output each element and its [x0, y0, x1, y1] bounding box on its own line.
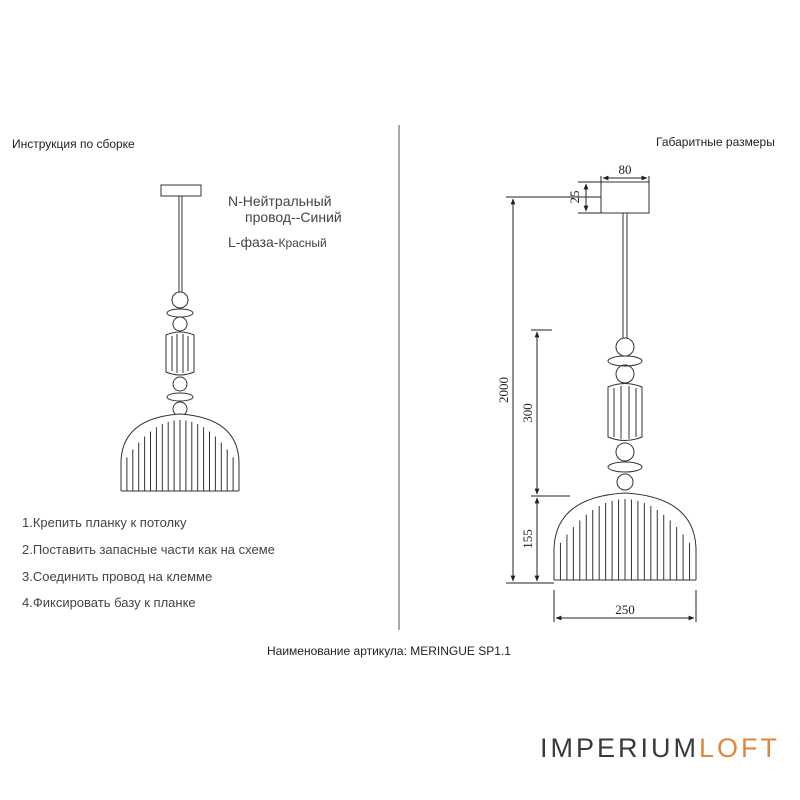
canopy-left	[161, 185, 201, 196]
dim-label-canopy-height: 25	[567, 190, 582, 204]
article-name: Наименование артикула: MERINGUE SP1.1	[267, 644, 511, 658]
wiring-phase-prefix: L-фаза-	[228, 234, 279, 250]
logo-part-loft: LOFT	[699, 733, 781, 763]
bead-top-left	[172, 292, 188, 308]
body-cylinder-right	[608, 384, 642, 441]
dimensions-heading: Габаритные размеры	[656, 135, 775, 149]
bead-top-right	[616, 338, 634, 356]
disc-left	[167, 309, 193, 317]
dim-label-shade-height: 155	[520, 529, 535, 549]
assembly-heading: Инструкция по сборке	[12, 137, 135, 151]
wiring-phase-color: Красный	[278, 236, 327, 250]
lamp-left	[121, 185, 239, 491]
step-3: 3.Соединить провод на клемме	[22, 569, 213, 584]
step-2: 2.Поставить запасные части как на схеме	[22, 542, 275, 557]
bead-left	[173, 317, 187, 331]
dim-label-total-height: 2000	[496, 377, 511, 403]
canopy-right	[601, 182, 649, 213]
logo-part-imperium: IMPERIUM	[540, 733, 699, 763]
lamp-right	[554, 182, 696, 580]
step-1: 1.Крепить планку к потолку	[22, 515, 187, 530]
dim-label-canopy-width: 80	[618, 162, 632, 177]
body-cylinder-left	[166, 332, 194, 375]
step-4: 4.Фиксировать базу к планке	[22, 595, 196, 610]
bead-lower-right	[616, 443, 634, 461]
dim-label-shade-width: 250	[615, 602, 635, 617]
dim-label-body-height: 300	[520, 403, 535, 423]
bead-lower-left	[173, 377, 187, 391]
wiring-neutral-line2: провод--Синий	[245, 209, 342, 225]
disc-lower-left	[167, 393, 193, 401]
wiring-neutral-line1: N-Нейтральный	[228, 193, 332, 209]
disc-lower-right	[608, 462, 642, 472]
